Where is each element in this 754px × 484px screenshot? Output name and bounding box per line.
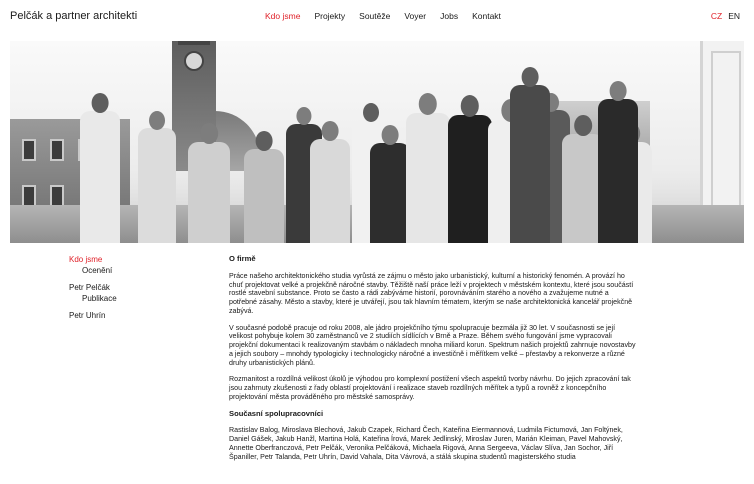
sidebar-item-kdo-jsme[interactable]: Kdo jsme [69,255,103,264]
photo-person [80,93,120,243]
nav-item-kontakt[interactable]: Kontakt [472,11,501,21]
team-photo [10,41,744,243]
clock-icon [184,51,204,71]
sidebar-subitem-publikace[interactable]: Publikace [82,293,117,303]
collaborators-list: Rastislav Balog, Miroslava Blechová, Jakub Czapek, Richard Čech, Kateřina Eiermannová, Ludmila Fictumová, Jan Foltýnek, Daniel Gášek, Jakub Hanžl, Martina Holá, Kateřina Írová, Marek Jedlinský, Miroslav Juren, Marián Kleiman, Pavel Mahovský, Annette Oberfranczová, Petr Pelčák, Veronika Pelčáková, Michaela Rigová, Anna Sergeeva, Václav Slíva, Jan Sochor, Jiří Španiller, Petr Talanda, Petr Uhrín, David Vahala, Dita Vávrová, a stálá skupina studentů magisterského studia [229,426,623,461]
photo-person [244,131,284,243]
photo-person [370,125,410,243]
paragraph-intro: Práce našeho architektonického studia vyrůstá ze zájmu o město jako urbanistický, kulturní a historický fenomén. A provází ho chuť projektovat velké a projekčně náročné stavby. Těžiště naší práce leží v projektech v městském kontextu, které jsou součástí rostlé stavební substance. Proto se často a rádi zabýváme historií, porovnáváním starého a nového a zvažujeme nutné a potřebné zásahy. Město a stavby, které je utvářejí, jsou tak hlavním tématem, kterým se naše architektonická kancelář projekčně zabývá. [229,271,634,315]
photo-person [448,95,492,243]
sidebar-item-petr-uhrin[interactable]: Petr Uhrín [69,311,106,320]
brand-logo[interactable]: Pelčák a partner architekti [10,10,138,22]
language-switcher [711,11,740,21]
photo-person [510,67,550,243]
lang-en[interactable]: EN [728,11,740,21]
nav-item-projekty[interactable]: Projekty [314,11,346,21]
lang-cz[interactable]: CZ [710,11,723,21]
main-nav [265,11,501,21]
nav-item-voyer[interactable]: Voyer [404,11,427,21]
photo-person [188,123,230,243]
section-title: O firmě [229,254,256,263]
paragraph-diversity: Rozmanitost a rozdílná velikost úkolů je výhodou pro komplexní postižení všech aspektů tvorby návrhu. Do jejich zpracování tak jsou zahrnuty zkušenosti z řady oblastí projektování i realizace staveb rozdílných měřítek a typů a rovněž z koncepčního projektování města prováděného pro městské samosprávy. [229,375,631,401]
paragraph-history: V současné podobě pracuje od roku 2008, ale jádro projekčního týmu spolupracuje bezmála již 30 let. V současnosti se její velikost pohybuje kolem 30 zaměstnanců ve 2 studiích sídlících v Brně a Praze. Během svého fungování jsme vypracovali projekční dokumentaci k realizovaným stavbám o nákladech mnoha miliard korun. Spektrum našich projektů zahrnuje novostavby a jejich soubory – mnohdy typologicky i technologicky náročné a investičně i měřítkem velké – přestavby a rekonverze a různé druhy urbanistických plánů. [229,323,636,367]
collaborators-title: Současní spolupracovníci [229,408,324,418]
sidebar-item-petr-pelcak[interactable]: Petr Pelčák [69,283,110,292]
photo-person [310,121,350,243]
nav-item-souteze[interactable]: Soutěže [359,11,391,21]
sidebar-subitem-oceneni[interactable]: Ocenění [82,265,113,275]
main-content [229,255,637,469]
photo-person [598,81,638,243]
photo-person [138,111,176,243]
photo-person [406,93,450,243]
sidebar-nav [69,255,117,329]
nav-item-jobs[interactable]: Jobs [440,11,459,21]
nav-item-kdo-jsme[interactable]: Kdo jsme [265,11,301,21]
